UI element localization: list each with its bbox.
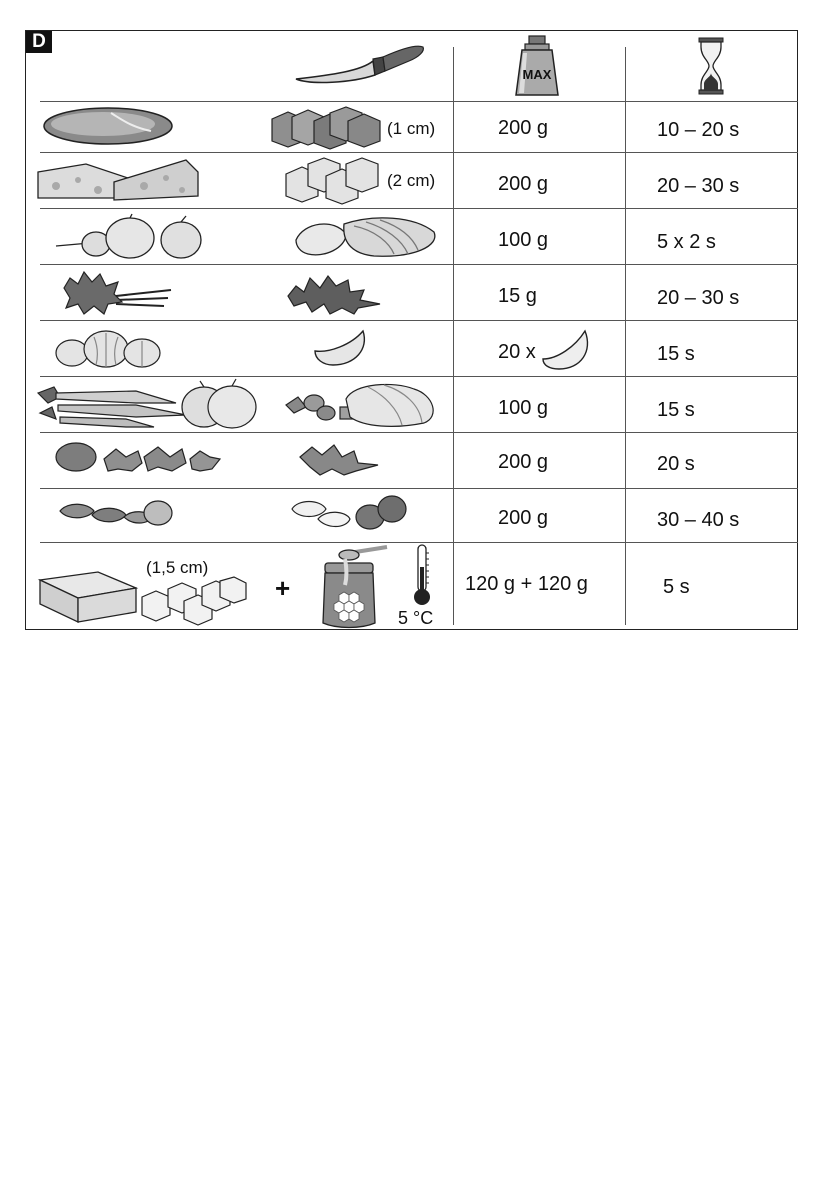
garlic-illustration (54, 327, 164, 369)
row-divider (40, 152, 798, 153)
quantity-cell: 100 g (498, 229, 549, 251)
weight-icon-text: MAX (522, 67, 552, 82)
row-divider (40, 101, 798, 102)
knife-icon (291, 41, 426, 86)
meat-illustration (41, 105, 176, 147)
column-divider (625, 47, 626, 625)
carrots-onions-illustration (36, 379, 256, 429)
quantity-cell: 100 g (498, 397, 549, 419)
herbs-illustration (56, 268, 176, 316)
plus-sign: + (275, 573, 291, 603)
garlic-clove-illustration (311, 329, 369, 367)
time-cell: 5 s (663, 576, 690, 598)
quantity-cell: 200 g (498, 507, 549, 529)
quantity-cell: 200 g (498, 173, 549, 195)
weight-max-icon (513, 35, 561, 97)
quantity-cell: 15 g (498, 285, 537, 307)
time-cell: 5 x 2 s (657, 231, 716, 253)
thermometer-icon (412, 543, 432, 607)
time-cell: 15 s (657, 399, 695, 421)
quantity-cell: 200 g (498, 451, 549, 473)
recipe-table (25, 30, 798, 630)
cheese-cubes-illustration (282, 158, 382, 204)
honey-jar-illustration (321, 545, 391, 629)
row-divider (40, 208, 798, 209)
row-divider (40, 432, 798, 433)
chopped-carrots-onions-illustration (284, 381, 444, 429)
quantity-cell: 200 g (498, 117, 549, 139)
time-cell: 30 – 40 s (657, 509, 740, 531)
row-divider (40, 376, 798, 377)
sliced-onions-illustration (294, 214, 444, 260)
hourglass-icon (698, 37, 724, 95)
time-cell: 20 – 30 s (657, 175, 740, 197)
butter-cubes-illustration (140, 577, 248, 625)
temperature-label: 5 °C (398, 608, 434, 628)
time-cell: 20 – 30 s (657, 287, 740, 309)
garlic-clove-icon (541, 329, 591, 371)
chopped-walnuts-illustration (296, 439, 386, 477)
quantity-cell: 120 g + 120 g (465, 573, 588, 595)
quantity-cell: 20 x (498, 341, 536, 363)
time-cell: 20 s (657, 453, 695, 475)
section-badge: D (26, 31, 52, 53)
butter-block-illustration (38, 566, 138, 624)
meat-cubes-illustration (270, 107, 385, 149)
row-divider (40, 488, 798, 489)
almonds-hazelnuts-illustration (58, 497, 178, 531)
cut-size-label: (1,5 cm) (146, 558, 209, 577)
row-divider (40, 320, 798, 321)
cheese-illustration (36, 156, 201, 204)
chopped-almonds-hazelnuts-illustration (290, 493, 410, 533)
onions-illustration (56, 214, 206, 260)
row-divider (40, 264, 798, 265)
chopped-herbs-illustration (284, 268, 394, 316)
time-cell: 10 – 20 s (657, 119, 740, 141)
cut-size-label: (2 cm) (387, 171, 436, 190)
cut-size-label: (1 cm) (387, 119, 436, 138)
column-divider (453, 47, 454, 625)
time-cell: 15 s (657, 343, 695, 365)
walnuts-illustration (54, 441, 224, 477)
